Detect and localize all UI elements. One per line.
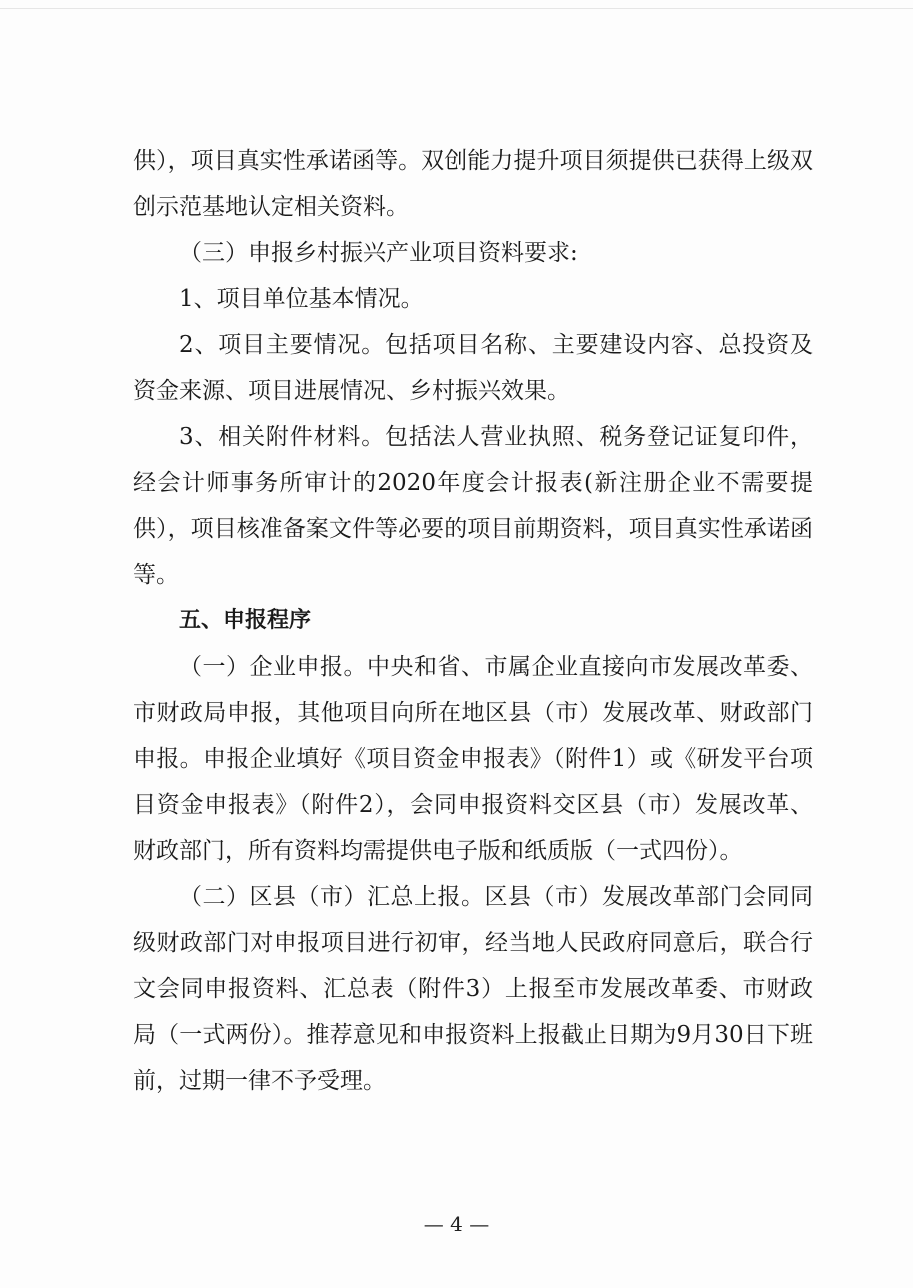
paragraph-item-2: 2、项目主要情况。包括项目名称、主要建设内容、总投资及资金来源、项目进展情况、乡村振兴效果。 — [133, 332, 813, 404]
paragraph-item-3: 3、相关附件材料。包括法人营业执照、税务登记证复印件，经会计师事务所审计的2020年度会计报表(新注册企业不需要提供），项目核准备案文件等必要的项目前期资料，项目真实性承诺函等。 — [133, 424, 813, 588]
paragraph-district-submission: （二）区县（市）汇总上报。区县（市）发展改革部门会同同级财政部门对申报项目进行初审，经当地人民政府同意后，联合行文会同申报资料、汇总表（附件3）上报至市发展改革委、市财政局（一式两份）。推荐意见和申报资料上报截止日期为9月30日下班前，过期一律不予受理。 — [133, 884, 813, 1094]
paragraph-continuation: 供），项目真实性承诺函等。双创能力提升项目须提供已获得上级双创示范基地认定相关资料。 — [133, 148, 813, 220]
top-divider — [0, 8, 913, 9]
paragraph-item-1: 1、项目单位基本情况。 — [179, 286, 424, 312]
page-number: — 4 — — [423, 1212, 490, 1236]
paragraph-enterprise-application: （一）企业申报。中央和省、市属企业直接向市发展改革委、市财政局申报，其他项目向所在地区县（市）发展改革、财政部门申报。申报企业填好《项目资金申报表》（附件1）或《研发平台项目资金申报表》（附件2），会同申报资料交区县（市）发展改革、财政部门，所有资料均需提供电子版和纸质版（一式四份）。 — [133, 654, 813, 864]
section-heading-procedure: 五、申报程序 — [179, 608, 312, 633]
paragraph-rural-requirements-title: （三）申报乡村振兴产业项目资料要求: — [179, 240, 578, 266]
document-body — [133, 138, 813, 1104]
